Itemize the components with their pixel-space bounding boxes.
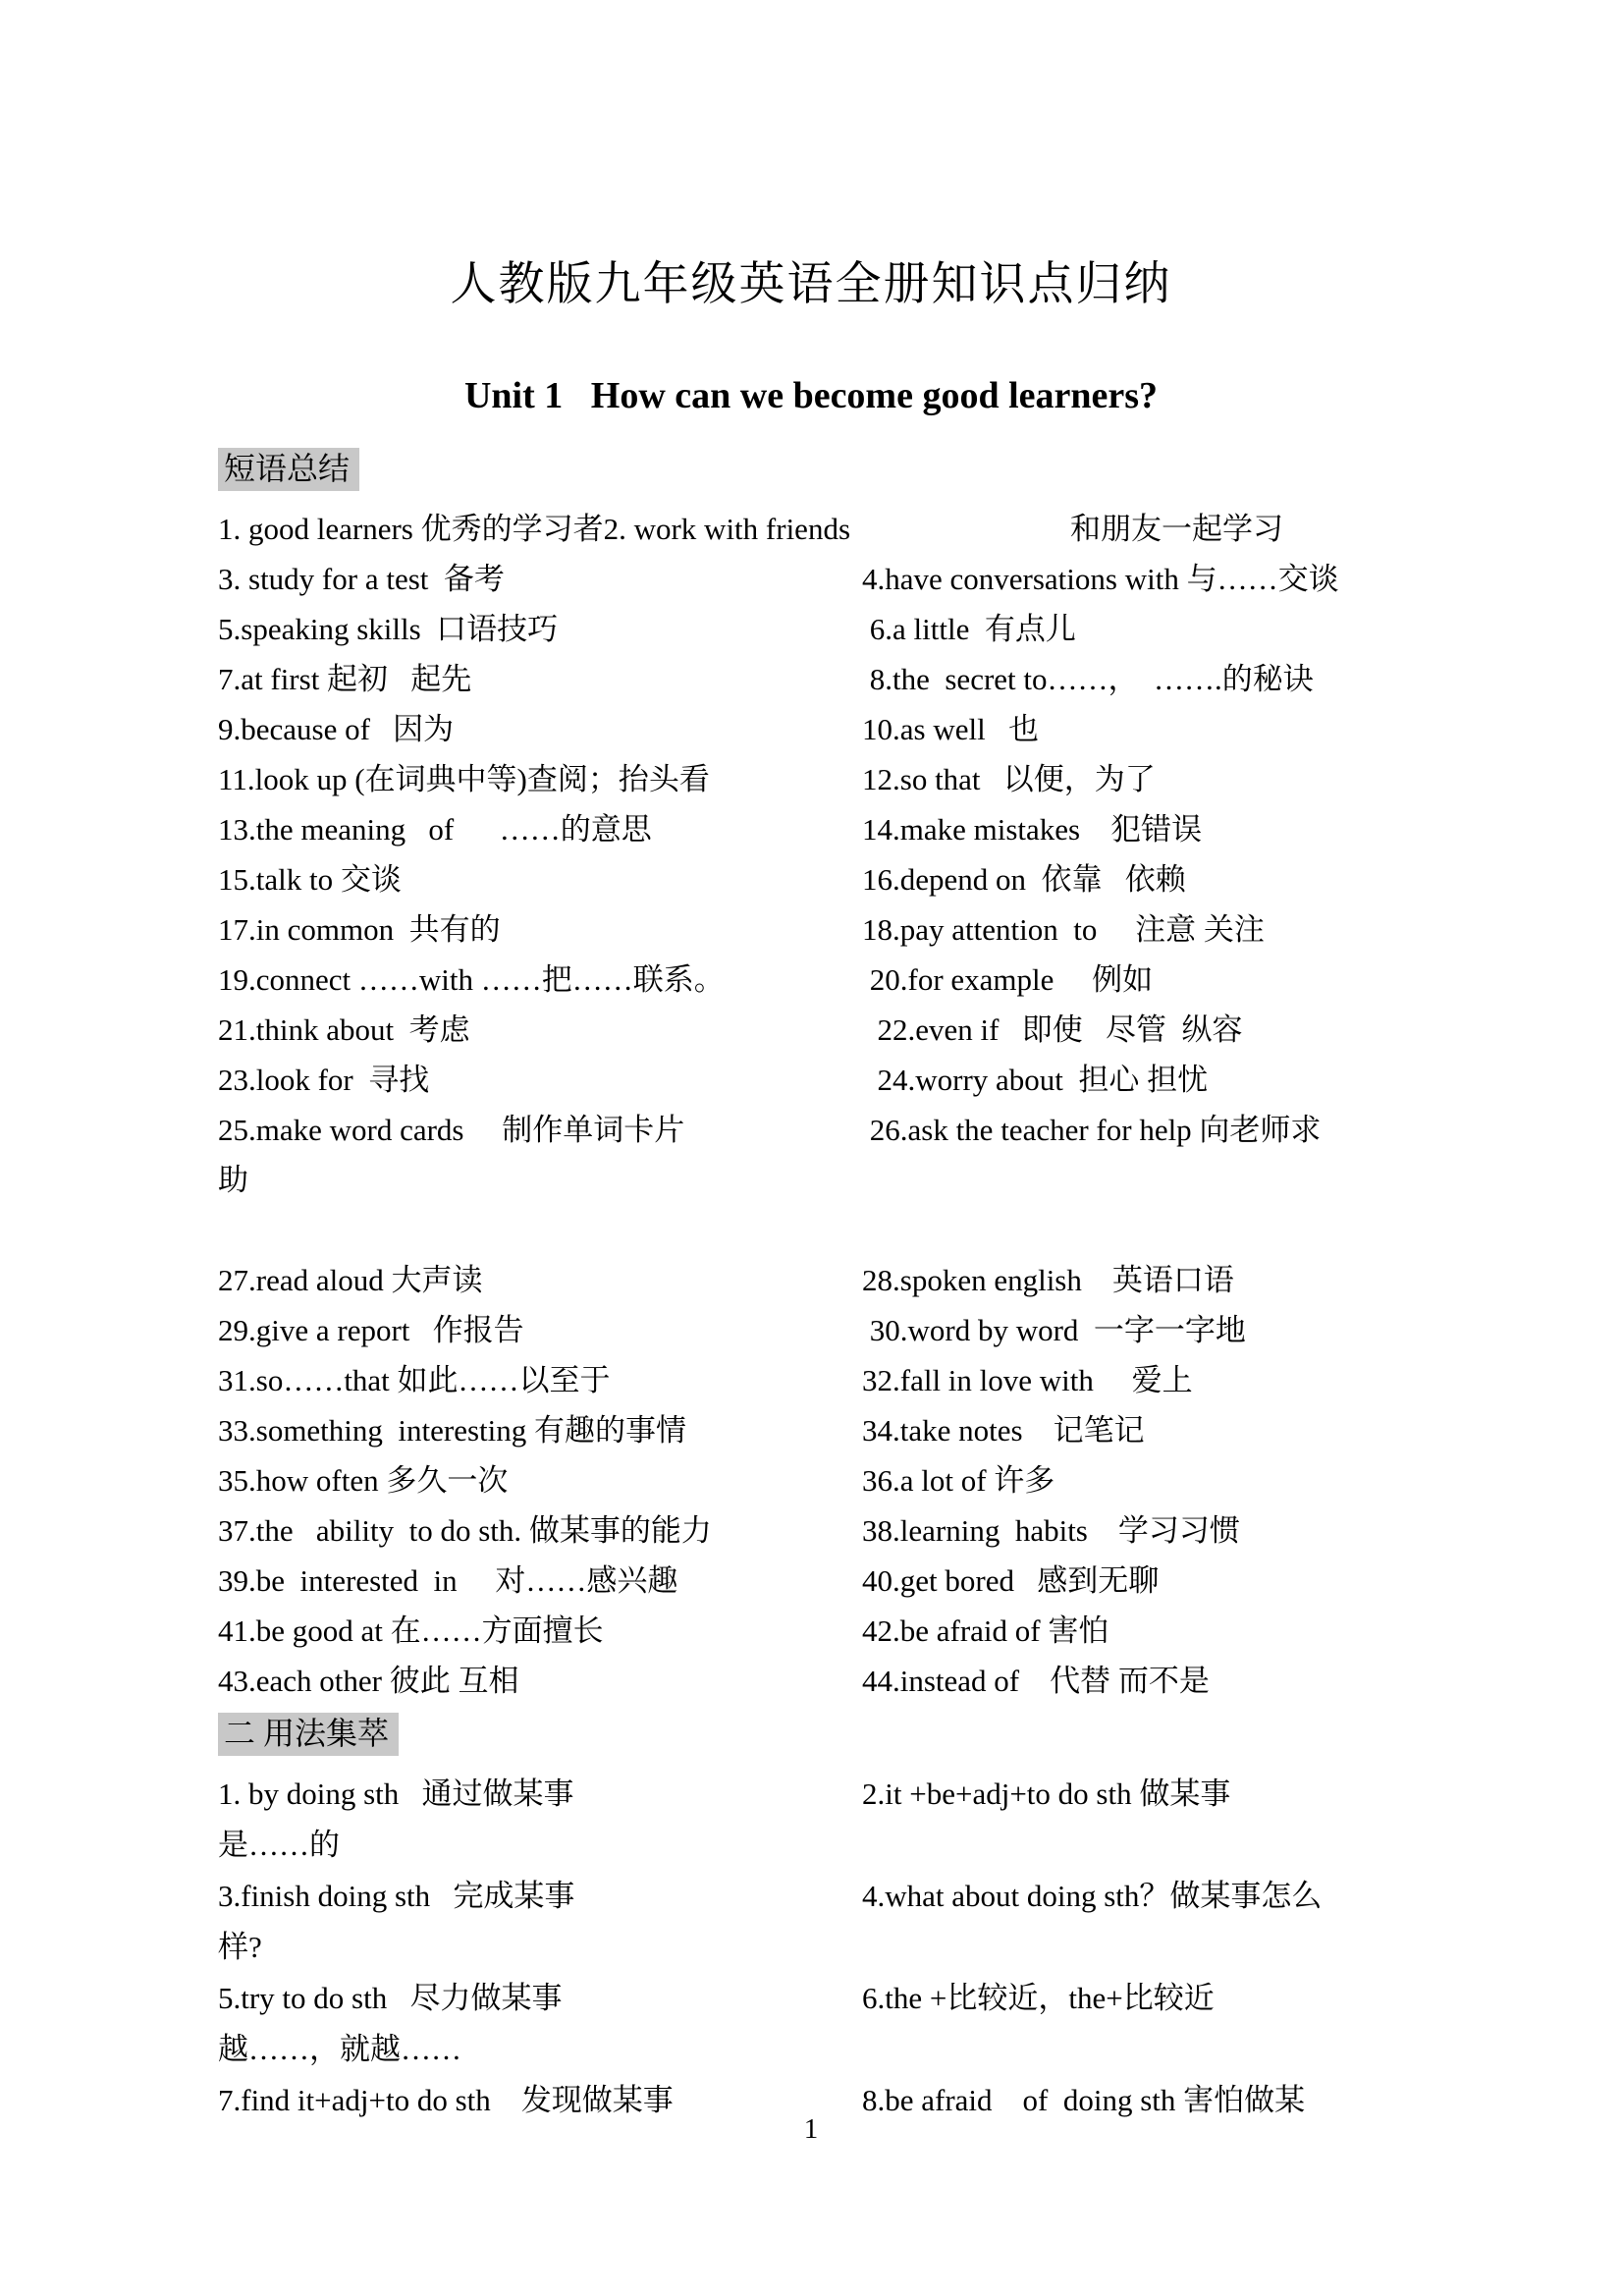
blank-line xyxy=(218,1205,1426,1255)
phrase-left: 15.talk to 交谈 xyxy=(218,862,402,897)
phrase-line xyxy=(218,1405,1426,1455)
usage-left: 是……的 xyxy=(218,1828,340,1862)
phrase-right: 30.word by word 一字一字地 xyxy=(862,1313,1246,1347)
phrase-line xyxy=(218,1355,1426,1405)
phrase-right: 20.for example 例如 xyxy=(862,962,1154,997)
phrase-right: 42.be afraid of 害怕 xyxy=(862,1613,1109,1648)
phrase-left: 21.think about 考虑 xyxy=(218,1012,470,1047)
phrase-left: 17.in common 共有的 xyxy=(218,912,501,947)
usage-line xyxy=(218,1871,1426,1922)
phrase-line xyxy=(218,704,1426,754)
usage-right: 6.the +比较近，the+比较近 xyxy=(862,1981,1215,2015)
phrase-left: 11.look up (在词典中等)查阅；抬头看 xyxy=(218,762,710,796)
phrase-right: 16.depend on 依靠 依赖 xyxy=(862,862,1186,897)
phrase-left: 13.the meaning of ……的意思 xyxy=(218,812,652,847)
phrase-line xyxy=(218,1505,1426,1556)
phrase-left: 1. good learners 优秀的学习者2. work with friends xyxy=(218,512,851,546)
usage-line-wrap xyxy=(218,2024,1426,2075)
phrase-line xyxy=(218,1005,1426,1055)
phrase-left: 35.how often 多久一次 xyxy=(218,1463,509,1498)
phrase-left: 37.the ability to do sth. 做某事的能力 xyxy=(218,1513,712,1548)
usage-left: 越……，就越…… xyxy=(218,2032,461,2066)
phrase-right: 12.so that 以便，为了 xyxy=(862,762,1156,796)
phrase-left: 27.read aloud 大声读 xyxy=(218,1263,483,1297)
usage-left: 1. by doing sth 通过做某事 xyxy=(218,1777,574,1811)
phrase-right: 38.learning habits 学习习惯 xyxy=(862,1513,1240,1548)
phrase-line xyxy=(218,1455,1426,1505)
phrase-line xyxy=(218,1055,1426,1105)
usage-line xyxy=(218,1973,1426,2024)
phrase-right: 18.pay attention to 注意 关注 xyxy=(862,912,1265,947)
phrase-right: 8.the secret to……， …….的秘诀 xyxy=(862,662,1314,696)
section-phrases xyxy=(218,441,1426,504)
usage-left: 5.try to do sth 尽力做某事 xyxy=(218,1981,563,2015)
phrase-line xyxy=(218,904,1426,955)
phrase-right: 和朋友一起学习 xyxy=(1070,512,1283,546)
phrase-line xyxy=(218,1656,1426,1706)
phrase-left: 41.be good at 在……方面擅长 xyxy=(218,1613,604,1648)
usage-line xyxy=(218,1769,1426,1820)
phrase-line xyxy=(218,955,1426,1005)
phrase-line-wrap xyxy=(218,1155,1426,1205)
phrase-left: 29.give a report 作报告 xyxy=(218,1313,524,1347)
page-title: 人教版九年级英语全册知识点归纳 xyxy=(450,259,1172,310)
usage-left: 7.find it+adj+to do sth 发现做某事 xyxy=(218,2083,674,2117)
phrase-right: 28.spoken english 英语口语 xyxy=(862,1263,1234,1297)
phrase-left: 31.so……that 如此……以至于 xyxy=(218,1363,611,1397)
section-usage xyxy=(218,1706,1426,1769)
phrase-right: 24.worry about 担心 担忧 xyxy=(862,1063,1209,1097)
phrase-left: 5.speaking skills 口语技巧 xyxy=(218,612,559,646)
unit-title: Unit 1 How can we become good learners? xyxy=(463,375,1159,416)
phrase-line xyxy=(218,604,1426,654)
phrase-right: 32.fall in love with 爱上 xyxy=(862,1363,1193,1397)
usage-left: 样? xyxy=(218,1930,262,1964)
phrase-left: 23.look for 寻找 xyxy=(218,1063,430,1097)
phrase-left: 33.something interesting 有趣的事情 xyxy=(218,1413,687,1448)
usage-left: 3.finish doing sth 完成某事 xyxy=(218,1879,575,1913)
phrase-left: 助 xyxy=(218,1163,248,1197)
section-heading-usage: 二 用法集萃 xyxy=(218,1713,399,1756)
phrase-right: 14.make mistakes 犯错误 xyxy=(862,812,1203,847)
usage-section xyxy=(218,1769,1426,2126)
phrase-line xyxy=(218,1105,1426,1155)
phrase-right: 40.get bored 感到无聊 xyxy=(862,1563,1160,1598)
phrase-left: 7.at first 起初 起先 xyxy=(218,662,472,696)
phrase-line xyxy=(218,754,1426,804)
usage-right: 8.be afraid of doing sth 害怕做某 xyxy=(862,2083,1306,2117)
page-number: 1 xyxy=(803,2113,819,2145)
phrase-right: 6.a little 有点儿 xyxy=(862,612,1076,646)
usage-line-wrap xyxy=(218,1820,1426,1871)
phrase-line xyxy=(218,554,1426,604)
usage-right: 2.it +be+adj+to do sth 做某事 xyxy=(862,1777,1231,1811)
phrase-left: 39.be interested in 对……感兴趣 xyxy=(218,1563,678,1598)
phrase-left: 43.each other 彼此 互相 xyxy=(218,1664,519,1698)
phrase-right: 22.even if 即使 尽管 纵容 xyxy=(862,1012,1243,1047)
section-heading-phrases: 短语总结 xyxy=(218,448,359,491)
phrase-line xyxy=(218,1255,1426,1305)
phrase-right: 10.as well 也 xyxy=(862,712,1039,746)
phrase-line xyxy=(218,654,1426,704)
phrase-line xyxy=(218,1556,1426,1606)
phrase-left: 3. study for a test 备考 xyxy=(218,562,505,596)
usage-right: 4.what about doing sth？做某事怎么 xyxy=(862,1879,1323,1913)
document-body xyxy=(218,441,1426,2126)
phrase-right: 34.take notes 记笔记 xyxy=(862,1413,1145,1448)
phrase-left: 25.make word cards 制作单词卡片 xyxy=(218,1113,685,1147)
phrase-line xyxy=(218,1606,1426,1656)
phrase-right: 26.ask the teacher for help 向老师求 xyxy=(862,1113,1322,1147)
phrase-line xyxy=(218,854,1426,904)
phrase-right: 4.have conversations with 与……交谈 xyxy=(862,562,1339,596)
phrase-line xyxy=(218,804,1426,854)
phrase-line xyxy=(218,1305,1426,1355)
phrase-right: 36.a lot of 许多 xyxy=(862,1463,1055,1498)
phrase-right: 44.instead of 代替 而不是 xyxy=(862,1664,1210,1698)
phrase-left: 9.because of 因为 xyxy=(218,712,455,746)
phrase-left: 19.connect ……with ……把……联系。 xyxy=(218,962,725,997)
phrase-line xyxy=(218,504,1426,554)
usage-line-wrap xyxy=(218,1922,1426,1973)
